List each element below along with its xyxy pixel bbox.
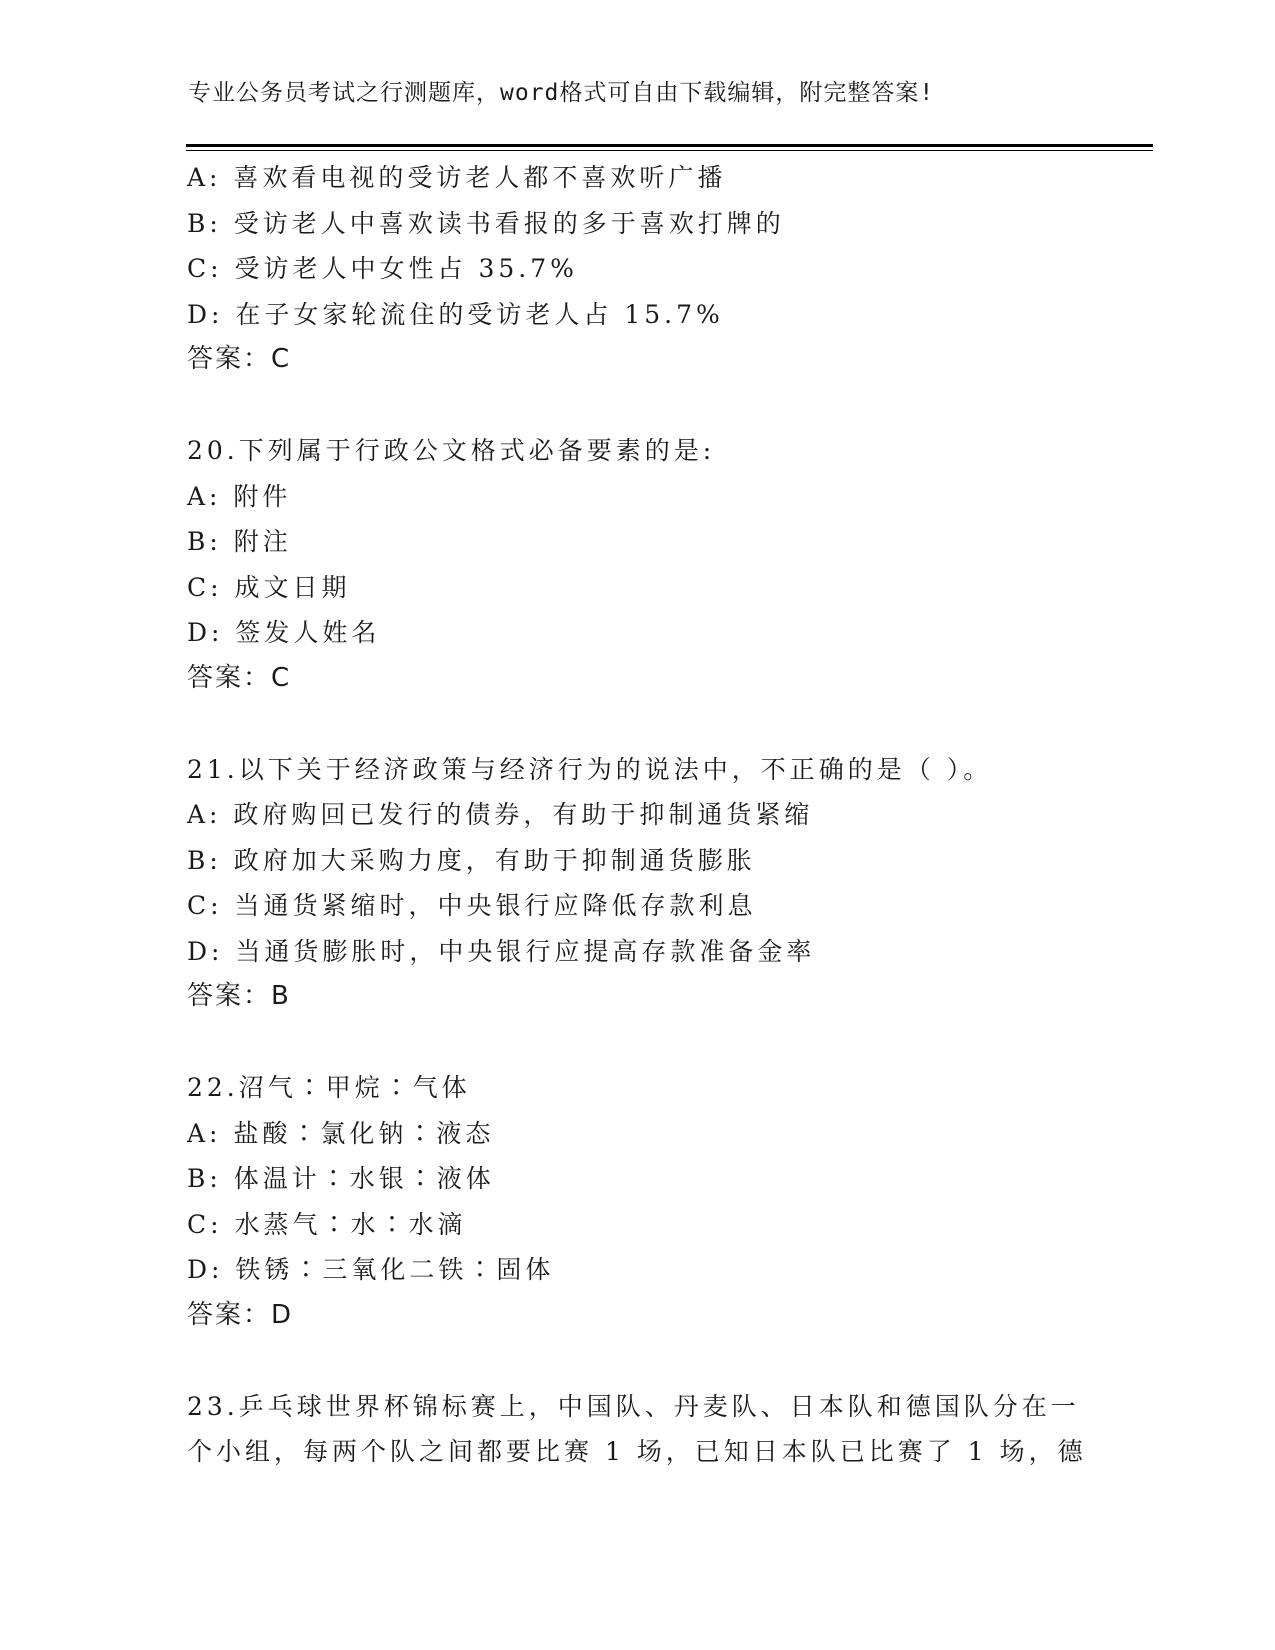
option-c: C: 受访老人中女性占 35.7%: [187, 254, 578, 283]
spacer: [187, 383, 1087, 429]
option-d: D: 在子女家轮流住的受访老人占 15.7%: [187, 299, 724, 329]
question-text: 20.下列属于行政公文格式必备要素的是:: [187, 436, 716, 465]
option-b: B: 受访老人中喜欢读书看报的多于喜欢打牌的: [187, 208, 785, 238]
answer: 答案：C: [187, 344, 292, 374]
option-a: A: 盐酸∶氯化钠∶液态: [187, 1118, 495, 1148]
option-b: B: 政府加大采购力度，有助于抑制通货膨胀: [187, 845, 756, 875]
answer: 答案：C: [187, 662, 292, 693]
question-text-line-1: 23.乒乓球世界杯锦标赛上，中国队、丹麦队、日本队和德国队分在一: [187, 1391, 1080, 1421]
question-23-block: [187, 1384, 1087, 1475]
option-a: A: 政府购回已发行的债券，有助于抑制通货紧缩: [187, 800, 814, 829]
question-19-block: [187, 155, 1087, 383]
option-c: C: 水蒸气∶水∶水滴: [187, 1209, 467, 1239]
spacer: [187, 1338, 1087, 1384]
option-a: A: 喜欢看电视的受访老人都不喜欢听广播: [187, 163, 727, 192]
header-rule-thin: [186, 150, 1153, 151]
option-d: D: 签发人姓名: [187, 618, 381, 647]
option-d: D: 铁锈∶三氧化二铁∶固体: [187, 1255, 555, 1284]
option-d: D: 当通货膨胀时，中央银行应提高存款准备金率: [187, 936, 816, 966]
answer: 答案：D: [187, 1299, 294, 1330]
spacer: [187, 1020, 1087, 1066]
spacer: [187, 701, 1087, 747]
question-text: 22.沼气∶甲烷∶气体: [187, 1073, 471, 1102]
option-c: C: 当通货紧缩时，中央银行应降低存款利息: [187, 891, 757, 920]
header-rule-thick: [186, 144, 1153, 147]
question-20-block: [187, 428, 1087, 701]
option-c: C: 成文日期: [187, 572, 351, 602]
question-21-block: [187, 747, 1087, 1020]
question-text: 21.以下关于经济政策与经济行为的说法中，不正确的是（ ）。: [187, 754, 993, 784]
question-text-line-2: 个小组，每两个队之间都要比赛 1 场，已知日本队已比赛了 1 场，德: [187, 1437, 1087, 1466]
page-header: 专业公务员考试之行测题库，word格式可自由下载编辑，附完整答案!: [188, 80, 935, 106]
answer: 答案：B: [187, 981, 291, 1011]
document-body: [187, 155, 1087, 1475]
option-b: B: 体温计∶水银∶液体: [187, 1164, 495, 1193]
question-22-block: [187, 1065, 1087, 1338]
option-b: B: 附注: [187, 527, 292, 556]
option-a: A: 附件: [187, 481, 292, 511]
